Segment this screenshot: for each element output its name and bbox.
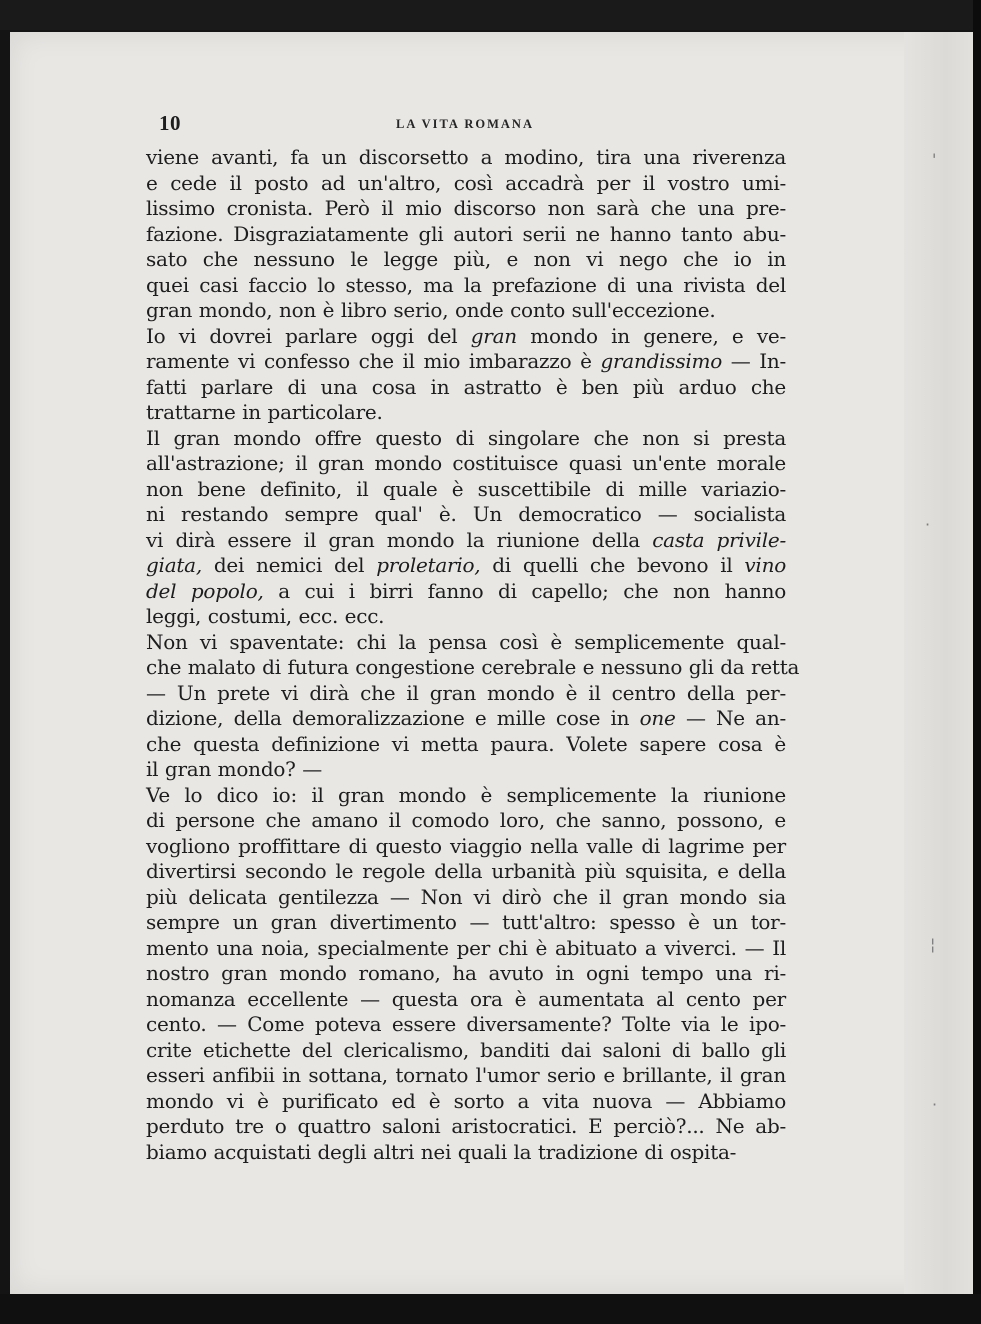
text-line: sempre un gran divertimento — tutt'altro: spesso è un tor-: [146, 910, 786, 934]
margin-speck: ·: [932, 1095, 938, 1114]
text-line: crite etichette del clericalismo, banditi dai saloni di ballo gli: [146, 1037, 786, 1062]
text-segment: — In-: [721, 349, 786, 373]
text-line: [146, 324, 786, 350]
scan-background-bottom: [0, 1294, 981, 1324]
italic-segment: gran: [470, 323, 517, 348]
text-line: divertirsi secondo le regole della urbanità più squisita, e della: [146, 859, 786, 883]
italic-segment: del popolo,: [146, 578, 264, 603]
text-segment: ramente vi confesso che il mio imbarazzo è: [146, 349, 601, 373]
text-line: che questa definizione vi metta paura. Volete sapere cosa è: [146, 731, 786, 756]
text-segment: mondo in genere, e ve-: [516, 323, 786, 348]
text-line: Non vi spaventate: chi la pensa così è semplicemente qual-: [146, 629, 786, 654]
text-line: non bene definito, il quale è suscettibile di mille variazio-: [146, 476, 786, 501]
text-line: viene avanti, fa un discorsetto a modino, tira una riverenza: [146, 145, 786, 169]
text-segment: — Ne an-: [675, 706, 786, 730]
text-line: [146, 706, 786, 732]
text-line: [146, 349, 786, 375]
text-line: Il gran mondo offre questo di singolare che non si presta: [146, 425, 786, 450]
text-line: all'astrazione; il gran mondo costituisce quasi un'ente morale: [146, 451, 786, 475]
text-line: biamo acquistati degli altri nei quali la tradizione di ospita-: [146, 1139, 737, 1164]
italic-segment: one: [639, 706, 676, 730]
text-line: mondo vi è purificato ed è sorto a vita nuova — Abbiamo: [146, 1088, 786, 1113]
text-line: e cede il posto ad un'altro, così accadrà per il vostro umi-: [146, 170, 786, 195]
text-line: vogliono proffittare di questo viaggio nella valle di lagrime per: [146, 833, 786, 858]
text-segment: dizione, della demoralizzazione e mille cose in: [146, 706, 640, 730]
italic-segment: giata,: [146, 553, 202, 577]
text-line: nomanza eccellente — questa ora è aumentata al cento per: [146, 986, 786, 1011]
text-line: leggi, costumi, ecc. ecc.: [146, 604, 385, 628]
scan-background-right: [973, 0, 981, 1324]
text-line: mento una noia, specialmente per chi è abituato a viverci. — Il: [146, 935, 786, 960]
text-line: fazione. Disgraziatamente gli autori serii ne hanno tanto abu-: [146, 221, 786, 246]
paragraph: [146, 145, 786, 324]
margin-speck: ¦: [930, 935, 936, 954]
text-segment: vi dirà essere il gran mondo la riunione della: [146, 527, 653, 552]
text-line: [146, 579, 786, 605]
paragraph: [146, 426, 786, 630]
text-segment: a cui i birri fanno di capello; che non hanno: [263, 578, 786, 603]
text-line: — Un prete vi dirà che il gran mondo è il centro della per-: [146, 680, 786, 705]
text-line: [146, 528, 786, 554]
text-segment: di quelli che bevono il: [480, 553, 745, 577]
italic-segment: proletario,: [376, 553, 481, 577]
page-number: 10: [159, 111, 181, 135]
text-line: quei casi faccio lo stesso, ma la prefazione di una rivista del: [146, 272, 786, 297]
text-line: più delicata gentilezza — Non vi dirò che il gran mondo sia: [146, 884, 786, 909]
text-line: ni restando sempre qual' è. Un democratico — socialista: [146, 502, 786, 526]
text-line: sato che nessuno le legge più, e non vi nego che io in: [146, 247, 786, 271]
body-text: [146, 145, 800, 1165]
text-line: gran mondo, non è libro serio, onde conto sull'eccezione.: [146, 298, 716, 322]
text-line: Ve lo dico io: il gran mondo è semplicemente la riunione: [146, 782, 786, 807]
text-line: lissimo cronista. Però il mio discorso non sarà che una pre-: [146, 196, 786, 220]
scan-background-top: [0, 0, 981, 30]
italic-segment: vino: [744, 553, 786, 577]
page-edge-shadow: [904, 32, 974, 1294]
text-line: fatti parlare di una cosa in astratto è ben più arduo che: [146, 374, 786, 399]
text-line: cento. — Come poteva essere diversamente? Tolte via le ipo-: [146, 1012, 786, 1036]
paragraph: [146, 783, 786, 1166]
italic-segment: grandissimo: [600, 349, 722, 373]
running-header: [0, 111, 981, 135]
text-segment: Io vi dovrei parlare oggi del: [146, 323, 471, 348]
paragraph: [146, 324, 786, 426]
paragraph: [146, 629, 800, 783]
text-line: esseri anfibii in sottana, tornato l'umor serio e brillante, il gran: [146, 1063, 786, 1087]
text-segment: dei nemici del: [201, 553, 377, 577]
text-line: che malato di futura congestione cerebrale e nessuno gli da retta: [146, 655, 800, 679]
text-line: il gran mondo? —: [146, 757, 322, 781]
italic-segment: casta privile-: [652, 527, 787, 552]
text-line: nostro gran mondo romano, ha avuto in ogni tempo una ri-: [146, 961, 786, 985]
text-line: trattarne in particolare.: [146, 400, 383, 424]
text-line: perduto tre o quattro saloni aristocratici. E perciò?... Ne ab-: [146, 1114, 786, 1138]
margin-speck: ': [932, 150, 937, 169]
running-title: LA VITA ROMANA: [396, 117, 534, 131]
text-line: di persone che amano il comodo loro, che sanno, possono, e: [146, 808, 786, 832]
margin-speck: ·: [925, 515, 931, 534]
text-line: [146, 553, 786, 579]
